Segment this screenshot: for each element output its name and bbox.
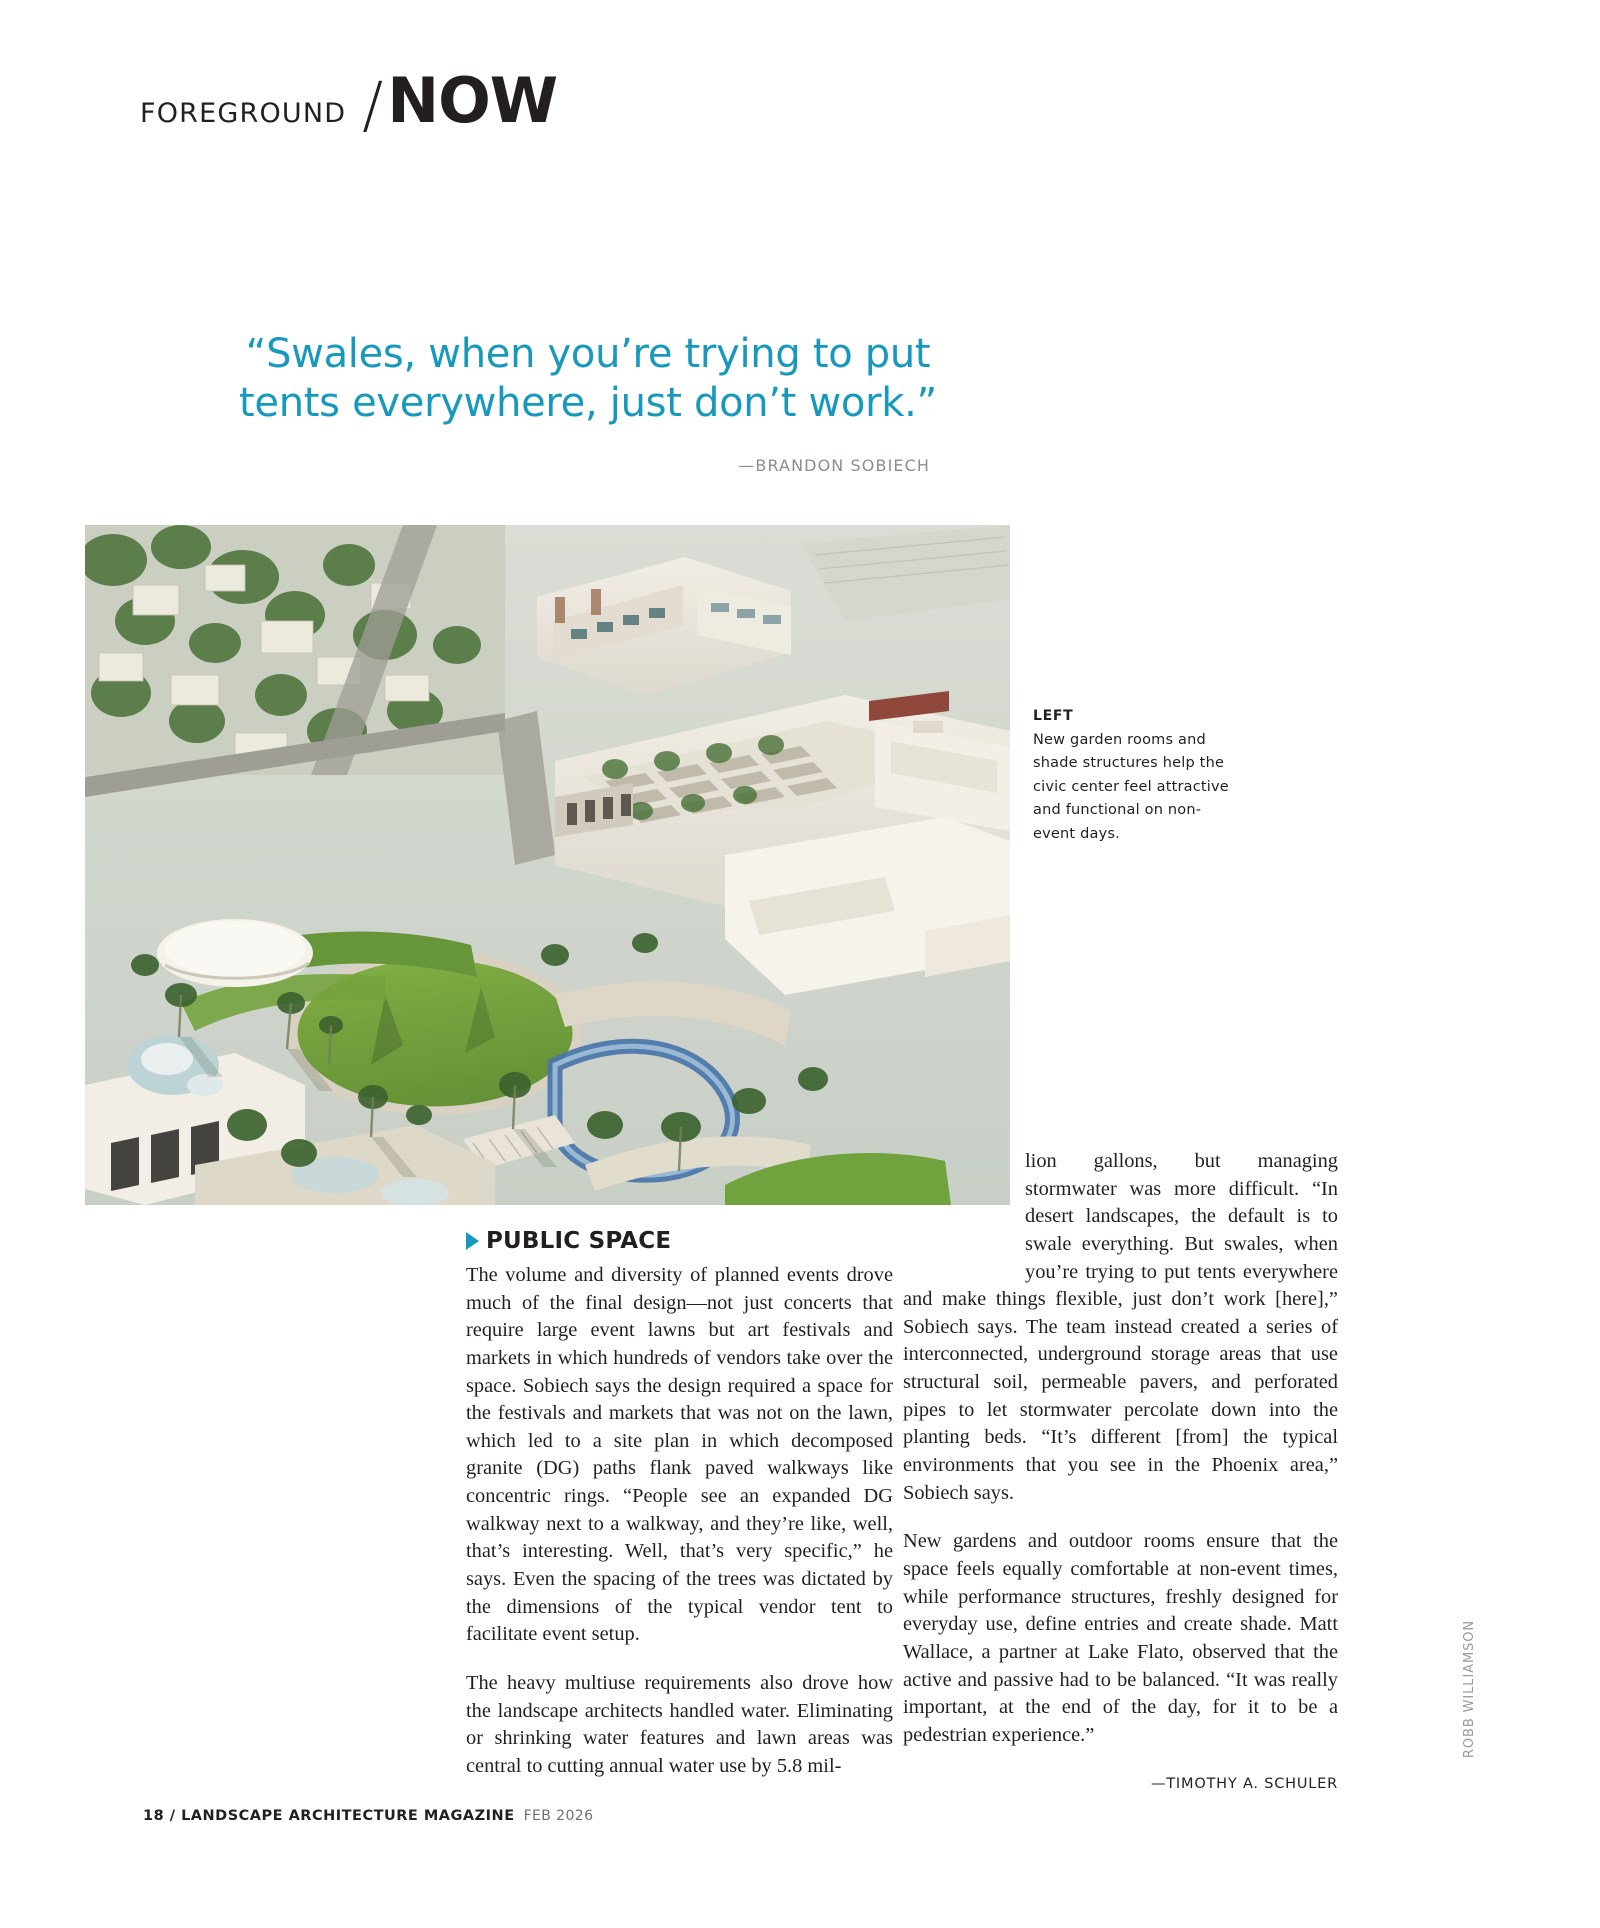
footer-issue-date: FEB 2026	[523, 1808, 594, 1824]
image-wrap-spacer	[903, 1148, 1025, 1260]
masthead-title: NOW	[387, 64, 558, 137]
masthead-separator: /	[362, 68, 384, 141]
masthead	[140, 64, 558, 141]
aerial-photograph-illustration	[85, 525, 1010, 1205]
paragraph: New gardens and outdoor rooms ensure that the space feels equally comfortable at non-event times, while performance structures, freshly designed for everyday use, define entries and create shade. Matt Wallace, a partner at Lake Flato, observed that the active and passive had to be balanced. “It was really important, at the end of the day, for it to be a pedestrian experience.”	[903, 1530, 1338, 1746]
pull-quote	[238, 330, 938, 475]
section-heading	[466, 1228, 671, 1254]
photo-caption-text: New garden rooms and shade structures help the civic center feel attractive and functional on non-event days.	[1033, 731, 1229, 842]
triangle-right-icon	[466, 1232, 479, 1250]
pull-quote-text: “Swales, when you’re trying to put tents everywhere, just don’t work.”	[239, 331, 937, 426]
footer-publication: 18 / LANDSCAPE ARCHITECTURE MAGAZINE	[143, 1808, 515, 1824]
paragraph: lion gallons, but managing stormwater was more difficult. “In desert landscapes, the default is to swale everything. But swales, when you’re trying to put tents everywhere and make things flexible, just don’t work [here],” Sobiech says. The team instead created a series of interconnected, underground storage areas that use structural soil, permeable pavers, and perforated pipes to let stormwater percolate down into the planting beds. “It’s different [from] the typical environments that you see in the Phoenix area,” Sobiech says.	[903, 1150, 1338, 1504]
aerial-photograph	[85, 525, 1010, 1205]
photo-caption-label: LEFT	[1033, 708, 1074, 724]
body-column-right	[903, 1148, 1338, 1795]
article-byline: —TIMOTHY A. SCHULER	[1150, 1776, 1338, 1793]
paragraph: The heavy multiuse requirements also drove how the landscape architects handled water. Eliminating or shrinking water features and lawn areas was central to cutting annual water use by 5.8 mil-	[466, 1671, 893, 1777]
paragraph: The volume and diversity of planned events drove much of the final design—not just concerts that require large event lawns but art festivals and markets in which hundreds of vendors take over the space. Sobiech says the design required a space for the festivals and markets that was not on the lawn, which led to a site plan in which decomposed granite (DG) paths flank paved walkways like concentric rings. “People see an expanded DG walkway next to a walkway, and they’re like, well, that’s interesting. Well, that’s very specific,” he says. Even the spacing of the trees was dictated by the dimensions of the typical vendor tent to facilitate event setup.	[466, 1264, 893, 1646]
page-footer	[143, 1808, 593, 1824]
section-heading-label: PUBLIC SPACE	[486, 1228, 672, 1254]
masthead-section-label: FOREGROUND	[140, 98, 347, 129]
photo-caption	[1033, 705, 1233, 846]
pull-quote-attribution: —BRANDON SOBIECH	[738, 455, 930, 475]
photo-credit: ROBB WILLIAMSON	[1462, 1620, 1477, 1759]
body-column-left	[466, 1262, 893, 1781]
